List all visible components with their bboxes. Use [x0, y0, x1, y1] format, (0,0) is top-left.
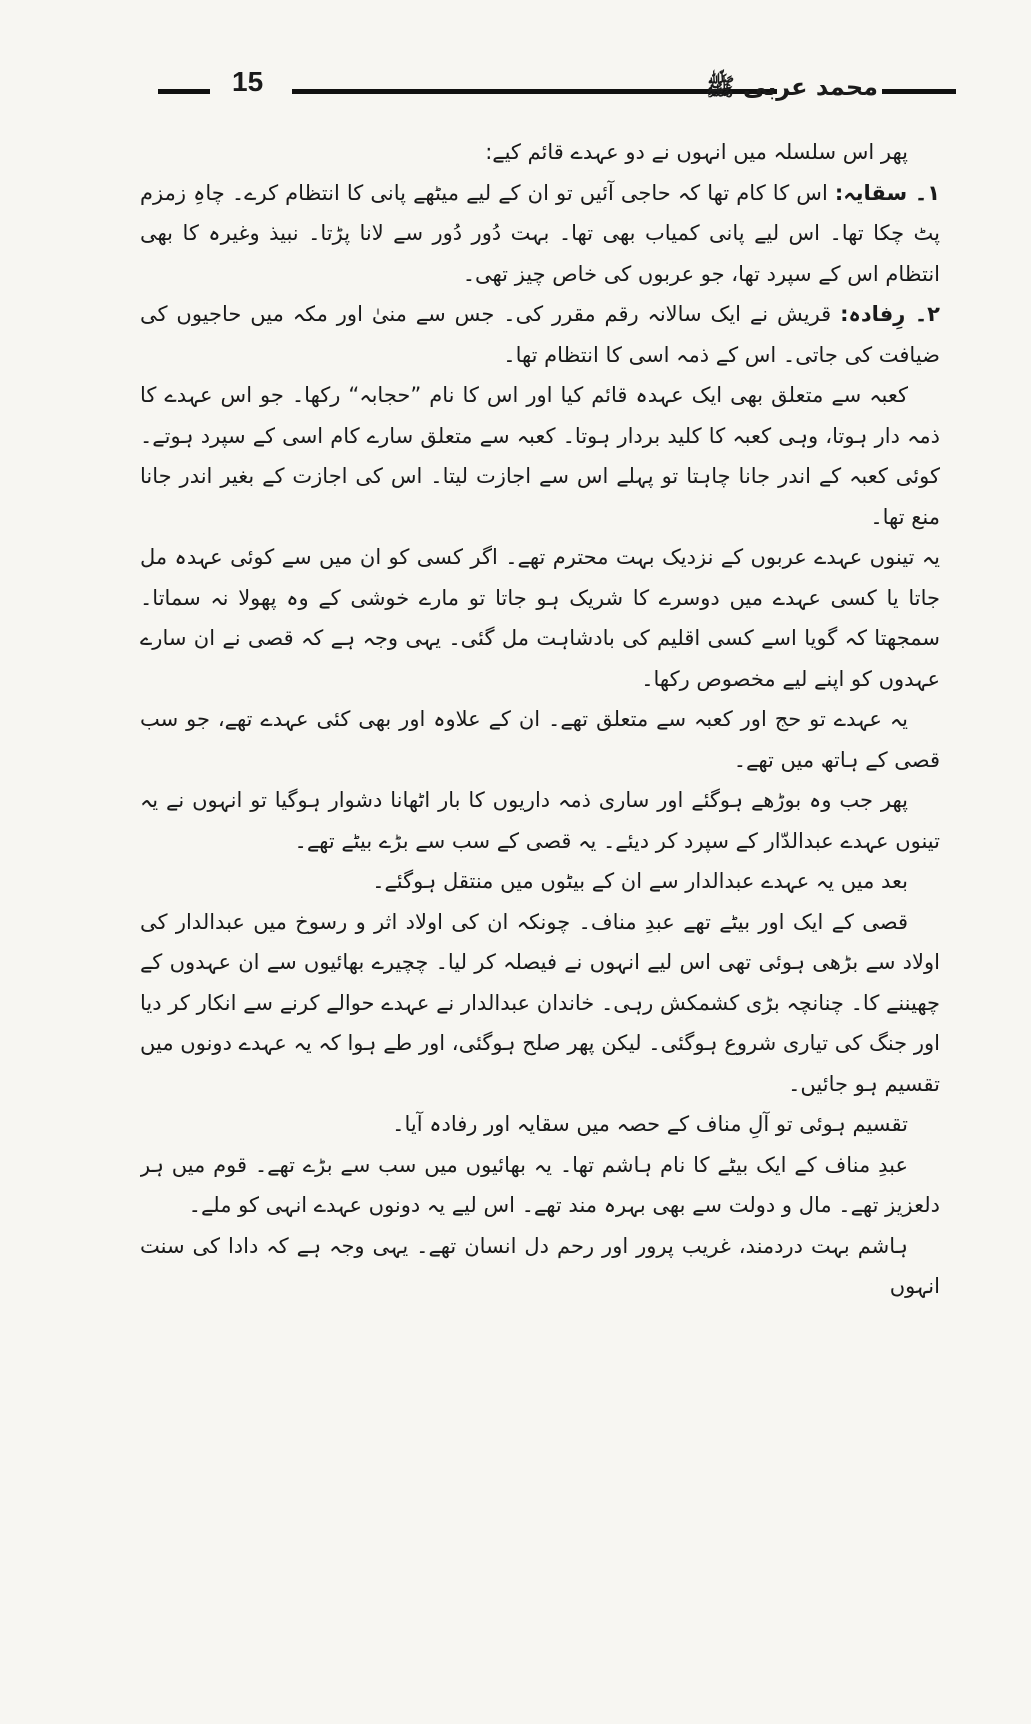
- term-label: ۱۔ سقایہ:: [834, 180, 940, 205]
- paragraph: یہ تینوں عہدے عربوں کے نزدیک بہت محترم تھے۔ اگر کسی کو ان میں سے کوئی عہدہ مل جاتا یا کسی عہدے میں دوسرے کا شریک ہو جاتا تو مارے خوشی کے وہ پھولا نہ سماتا۔ سمجھتا کہ گویا اسے کسی اقلیم کی بادشاہت مل گئی۔ یہی وجہ ہے کہ قصی نے ان سارے عہدوں کو اپنے لیے مخصوص رکھا۔: [140, 545, 940, 691]
- paragraph: تقسیم ہوئی تو آلِ مناف کے حصہ میں سقایہ اور رفادہ آیا۔: [392, 1112, 908, 1136]
- term-label: ۲۔ رِفادہ:: [840, 302, 940, 326]
- page-number: 15: [232, 66, 264, 97]
- paragraph: قصی کے ایک اور بیٹے تھے عبدِ مناف۔ چونکہ ان کی اولاد اثر و رسوخ میں عبدالدار کی اولاد سے بڑھی ہوئی تھی اس لیے انہوں نے فیصلہ کر لیا۔ چچیرے بھائیوں سے ان عہدوں کے چھیننے کا۔ چنانچہ بڑی کشمکش رہی۔ خاندان عبدالدار نے عہدے حوالے کرنے سے انکار کر دیا اور جنگ کی تیاری شروع ہوگئی۔ لیکن پھر صلح ہوگئی، اور طے ہوا کہ یہ عہدے دونوں میں تقسیم ہو جائیں۔: [140, 909, 940, 1096]
- paragraph: بعد میں یہ عہدے عبدالدار سے ان کے بیٹوں میں منتقل ہوگئے۔: [372, 869, 908, 893]
- header-rule-right: [882, 89, 956, 94]
- header-rule-left: [158, 89, 210, 94]
- paragraph: یہ عہدے تو حج اور کعبہ سے متعلق تھے۔ ان کے علاوہ اور بھی کئی عہدے تھے، جو سب قصی کے ہاتھ میں تھے۔: [140, 707, 940, 772]
- paragraph: پھر جب وہ بوڑھے ہوگئے اور ساری ذمہ داریوں کا بار اٹھانا دشوار ہوگیا تو انہوں نے یہ تینوں عہدے عبدالدّار کے سپرد کر دیئے۔ یہ قصی کے سب سے بڑے بیٹے تھے۔: [140, 788, 940, 853]
- paragraph: عبدِ مناف کے ایک بیٹے کا نام ہاشم تھا۔ یہ بھائیوں میں سب سے بڑے تھے۔ قوم میں ہر دلعزیز تھے۔ مال و دولت سے بھی بہرہ مند تھے۔ اس لیے یہ دونوں عہدے انہی کو ملے۔: [140, 1152, 940, 1217]
- body-text: [140, 132, 940, 1502]
- paragraph: ہاشم بہت دردمند، غریب پرور اور رحم دل انسان تھے۔ یہی وجہ ہے کہ دادا کی سنت انہوں: [140, 1233, 940, 1298]
- header-rule-middle: [292, 89, 777, 94]
- paragraph: کعبہ سے متعلق بھی ایک عہدہ قائم کیا اور اس کا نام ”حجابہ“ رکھا۔ جو اس عہدے کا ذمہ دار ہوتا، وہی کعبہ کا کلید بردار ہوتا۔ کعبہ سے متعلق سارے کام اسی کے سپرد ہوتے۔ کوئی کعبہ کے اندر جانا چاہتا تو پہلے اس سے اجازت لیتا۔ اس کی اجازت کے بغیر اندر جانا منع تھا۔: [140, 383, 940, 529]
- book-title: محمد عربی ﷺ: [705, 73, 878, 101]
- paragraph: ۲۔ رِفادہ: قریش نے ایک سالانہ رقم مقرر کی۔ جس سے منیٰ اور مکہ میں حاجیوں کی ضیافت کی جاتی۔ اس کے ذمہ اسی کا انتظام تھا۔: [140, 302, 940, 367]
- paragraph: ۱۔ سقایہ: اس کا کام تھا کہ حاجی آئیں تو ان کے لیے میٹھے پانی کا انتظام کرے۔ چاہِ زمزم پٹ چکا تھا۔ اس لیے پانی کمیاب بھی تھا۔ بہت دُور دُور سے لانا پڑتا۔ نبیذ وغیرہ کا بھی انتظام اس کے سپرد تھا، جو عربوں کی خاص چیز تھی۔: [140, 180, 940, 286]
- paragraph: پھر اس سلسلہ میں انہوں نے دو عہدے قائم کیے:: [485, 140, 908, 164]
